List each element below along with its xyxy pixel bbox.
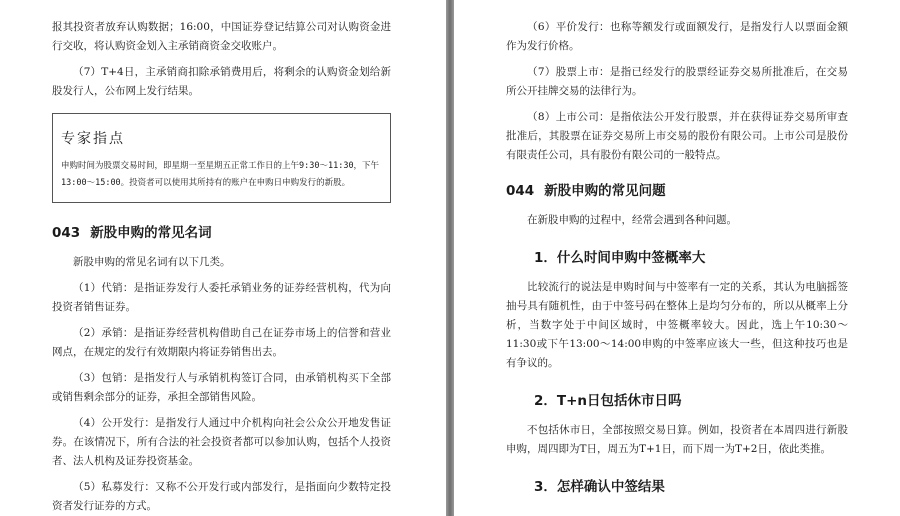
section-intro: 在新股申购的过程中，经常会遇到各种问题。 [527, 214, 737, 226]
paragraph: 比较流行的说法是申购时间与中签率有一定的关系，其认为电脑摇签抽号具有随机性，由于中签号码在整体上是均匀分布的，所以从概率上分析，当数字处于中间区域时，中签概率较大。因此，选上午10:30～11:30或下午13:00～14:00申购的中签率应该大一些，但这种技巧也是有争议的。 [506, 281, 848, 369]
list-item: （4）公开发行：是指发行人通过中介机构向社会公众公开地发售证券。在该情况下，所有合法的社会投资者都可以参加认购，包括个人投资者、法人机构及证券投资基金。 [52, 417, 391, 467]
paragraph: 报其投资者放弃认购数据；16:00，中国证券登记结算公司对认购资金进行交收，将认购资金划入主承销商资金交收账户。 [52, 21, 391, 52]
paragraph: 不包括休市日，全部按照交易日算。例如，投资者在本周四进行新股申购，周四即为T日，周五为T+1日，而下周一为T+2日，依此类推。 [506, 424, 848, 455]
subheading: 1．什么时间申购中签概率大 [534, 250, 706, 266]
subheading: 2．T+n日包括休市日吗 [534, 393, 682, 409]
section-number: 044 [506, 183, 535, 199]
list-item: （3）包销：是指发行人与承销机构签订合同，由承销机构买下全部或销售剩余部分的证券，承担全部销售风险。 [52, 372, 391, 403]
expert-tip-box [52, 113, 391, 203]
paragraph: （7）T+4日，主承销商扣除承销费用后，将剩余的认购资金划给新股发行人，公布网上发行结果。 [52, 66, 391, 97]
tip-text: 申购时间为股票交易时间，即星期一至星期五正常工作日的上午9:30～11:30，下午13:00～15:00。投资者可以使用其所持有的账户在申购日申购发行的新股。 [61, 161, 380, 188]
section-heading-043 [52, 221, 391, 241]
section-number: 043 [52, 225, 81, 241]
list-item: （6）平价发行：也称等额发行或面额发行，是指发行人以票面金额作为发行价格。 [506, 21, 848, 52]
section-title: 新股申购的常见问题 [544, 183, 666, 199]
list-item: （8）上市公司：是指依法公开发行股票，并在获得证券交易所审查批准后，其股票在证券交易所上市交易的股份有限公司。上市公司是股份有限责任公司，具有股份有限公司的一般特点。 [506, 111, 848, 161]
list-item: （7）股票上市：是指已经发行的股票经证券交易所批准后，在交易所公开挂牌交易的法律行为。 [506, 66, 848, 97]
list-item: （2）承销：是指证券经营机构借助自己在证券市场上的信誉和营业网点，在规定的发行有效期限内将证券销售出去。 [52, 327, 391, 358]
section-heading-044 [506, 179, 848, 199]
list-item: （1）代销：是指证券发行人委托承销业务的证券经营机构，代为向投资者销售证券。 [52, 282, 391, 313]
subheading: 3．怎样确认中签结果 [534, 479, 665, 495]
section-intro: 新股申购的常见名词有以下几类。 [73, 256, 231, 268]
left-page [0, 0, 446, 516]
right-page [454, 0, 900, 516]
tip-title: 专家指点 [61, 131, 125, 147]
list-item: （5）私募发行：又称不公开发行或内部发行，是指面向少数特定投资者发行证券的方式。 [52, 481, 391, 512]
section-title: 新股申购的常见名词 [90, 225, 212, 241]
book-gutter [446, 0, 454, 516]
